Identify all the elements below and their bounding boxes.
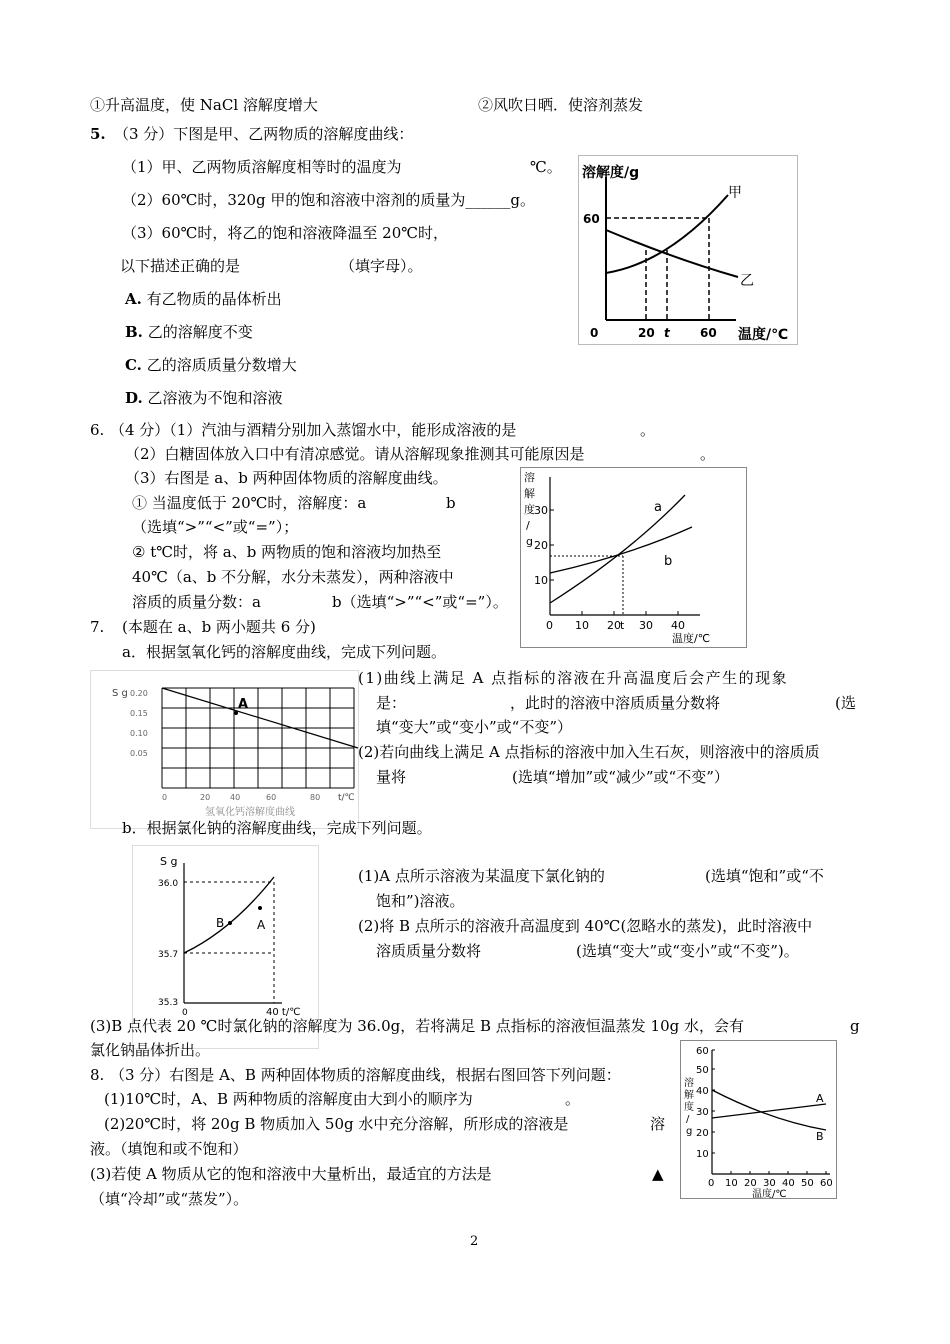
x-tick-20: 20 xyxy=(638,326,655,340)
curve-solubility xyxy=(184,877,274,953)
x-tick-0: 0 xyxy=(708,1178,715,1189)
q5-option-b: B. 乙的溶解度不变 xyxy=(125,323,253,341)
q6-part3-1-hint: （选填“>”“<”或“=”）； xyxy=(132,518,299,536)
x-tick-20: 20 xyxy=(744,1178,757,1189)
q5-option-c: C. 乙的溶质质量分数增大 xyxy=(125,356,297,374)
y-tick-30: 30 xyxy=(696,1107,709,1118)
q7b-part3-unit: g xyxy=(850,1017,860,1035)
svg-text:溶: 溶 xyxy=(524,471,535,484)
x-tick-60: 60 xyxy=(700,326,717,340)
q5-part1: （1）甲、乙两物质溶解度相等时的温度为 xyxy=(122,158,402,176)
x-tick-10: 10 xyxy=(575,619,589,632)
q6-part3-2-cont: 40℃（a、b 不分解，水分未蒸发），两种溶液中 xyxy=(132,568,454,586)
q6-part3-2-hint: b（选填“>”“<”或“=”）。 xyxy=(332,593,508,611)
x-tick-t: t xyxy=(620,619,625,632)
q5-part2: （2）60℃时，320g 甲的饱和溶液中溶剂的质量为______g。 xyxy=(122,191,536,209)
q5-solubility-chart xyxy=(578,155,798,345)
y-tick-353: 35.3 xyxy=(158,998,179,1008)
q7b-part1-line2: 饱和”)溶液。 xyxy=(376,892,465,910)
q6-part2: （2）白糖固体放入口中有清凉感觉。请从溶解现象推测其可能原因是 xyxy=(125,445,585,463)
curve-a xyxy=(712,1104,826,1118)
q5-option-a: A. 有乙物质的晶体析出 xyxy=(125,290,282,308)
x-tick-40: 40 xyxy=(782,1178,795,1189)
y-tick-50: 50 xyxy=(696,1065,709,1076)
y-tick-015: 0.15 xyxy=(130,709,148,718)
x-tick-30: 30 xyxy=(639,619,653,632)
q6-part3-1: ① 当温度低于 20℃时，溶解度：a xyxy=(132,494,367,512)
svg-text:/: / xyxy=(686,1114,690,1125)
label-jia: 甲 xyxy=(728,185,742,201)
x-tick-60: 60 xyxy=(820,1178,833,1189)
q6-part2-end: 。 xyxy=(700,445,716,463)
y-tick-10: 10 xyxy=(696,1149,709,1160)
svg-text:度: 度 xyxy=(524,503,535,516)
y-tick-010: 0.10 xyxy=(130,729,148,738)
q7a-part1-line1: (1)曲线上满足 A 点指标的溶液在升高温度后会产生的现象 xyxy=(358,669,789,687)
y-tick-360: 36.0 xyxy=(158,879,179,889)
svg-text:解: 解 xyxy=(524,487,535,500)
x-tick-20: 20 xyxy=(200,793,211,802)
q5-part3: （3）60℃时，将乙的饱和溶液降温至 20℃时， xyxy=(122,224,449,242)
x-tick-40: 40 t/℃ xyxy=(266,1007,301,1018)
q5-part3-tail: （填字母）。 xyxy=(340,257,423,275)
q7b-stem: b．根据氯化钠的溶解度曲线，完成下列问题。 xyxy=(122,819,432,837)
x-axis-label: 温度/℃ xyxy=(738,327,789,343)
curve-a xyxy=(550,495,685,603)
label-a: a xyxy=(654,500,662,515)
point-b-label: B xyxy=(216,916,225,930)
q7a-part1-line2b: ，此时的溶液中溶质质量分数将 xyxy=(510,694,721,712)
q6-part1: （4 分）（1）汽油与酒精分别加入蒸馏水中，能形成溶液的是 xyxy=(110,421,517,439)
q7a-part1-line2: 是： xyxy=(376,694,407,712)
point-a-label: A xyxy=(238,697,249,712)
y-tick-20: 20 xyxy=(534,539,548,552)
q7b-part2-line2b: (选填“变大”或“变小”或“不变”)。 xyxy=(576,942,799,960)
q5-stem: （3 分）下图是甲、乙两物质的溶解度曲线： xyxy=(114,125,414,143)
q8-part3-cont: （填“冷却”或“蒸发”）。 xyxy=(90,1190,249,1208)
label-a: A xyxy=(816,1092,824,1105)
x-tick-50: 50 xyxy=(801,1178,814,1189)
q7b-part1-line1: (1)A 点所示溶液为某温度下氯化钠的 xyxy=(358,867,605,885)
svg-text:g: g xyxy=(526,535,533,548)
x-axis-label: 温度/℃ xyxy=(672,632,711,645)
q7a-part1-line3: 填“变大”或“变小”或“不变”） xyxy=(376,718,573,736)
point-a-marker xyxy=(258,906,262,910)
q7b-part3-line2: 氯化钠晶体折出。 xyxy=(90,1041,211,1059)
x-tick-60: 60 xyxy=(266,793,277,802)
x-tick-0: 0 xyxy=(546,619,553,632)
q8-solubility-chart xyxy=(680,1040,840,1200)
label-b: b xyxy=(664,554,673,569)
q7a-part2-line1: (2)若向曲线上满足 A 点指标的溶液中加入生石灰，则溶液中的溶质质 xyxy=(358,743,820,761)
q7b-part2-line2: 溶质质量分数将 xyxy=(376,942,482,960)
point-a-label: A xyxy=(257,918,266,932)
x-tick-0: 0 xyxy=(162,793,168,802)
point-b-marker xyxy=(228,921,232,925)
page-number: 2 xyxy=(470,1234,479,1249)
q8-part2-end: 溶 xyxy=(650,1115,666,1133)
x-tick-30: 30 xyxy=(763,1178,776,1189)
q7a-calcium-hydroxide-chart xyxy=(90,670,360,830)
q5-option-d: D. 乙溶液为不饱和溶液 xyxy=(125,389,283,407)
q5-part3-prompt: 以下描述正确的是 xyxy=(120,257,241,275)
svg-text:g: g xyxy=(686,1126,693,1137)
q6-solubility-chart xyxy=(520,467,750,649)
y-tick-20: 20 xyxy=(696,1128,709,1139)
q7a-part1-line2c: (选 xyxy=(835,694,856,712)
label-yi: 乙 xyxy=(740,273,754,289)
q7-number: 7. xyxy=(90,618,105,636)
x-tick-0: 0 xyxy=(590,326,599,340)
chart-caption: 氢氧化钙溶解度曲线 xyxy=(205,807,295,818)
q6-part1-end: 。 xyxy=(640,421,656,439)
svg-text:/: / xyxy=(526,519,530,532)
q8-part1: (1)10℃时，A、B 两种物质的溶解度由大到小的顺序为 xyxy=(104,1090,473,1108)
curve-solubility xyxy=(162,688,358,748)
y-tick-005: 0.05 xyxy=(130,749,148,758)
x-tick-20: 20 xyxy=(607,619,621,632)
curve-yi xyxy=(606,230,738,277)
y-tick-10: 10 xyxy=(534,574,548,587)
q6-part3-2: ② t℃时，将 a、b 两物质的饱和溶液均加热至 xyxy=(132,543,442,561)
q7a-part2-line2b: (选填“增加”或“减少”或“不变”） xyxy=(512,768,729,786)
q8-part3-mark: ▲ xyxy=(652,1165,664,1183)
q7b-part3-line1: (3)B 点代表 20 ℃时氯化钠的溶解度为 36.0g，若将满足 B 点指标的溶液恒温蒸发 10g 水，会有 xyxy=(90,1017,744,1035)
svg-text:度: 度 xyxy=(684,1102,694,1113)
y-tick-40: 40 xyxy=(696,1086,709,1097)
q8-part2: (2)20℃时，将 20g B 物质加入 50g 水中充分溶解，所形成的溶液是 xyxy=(104,1115,569,1133)
x-tick-40: 40 xyxy=(671,619,685,632)
q8-part2-cont: 液。（填饱和或不饱和） xyxy=(90,1140,248,1158)
q7b-part2-line1: (2)将 B 点所示的溶液升高温度到 40℃(忽略水的蒸发)，此时溶液中 xyxy=(358,917,813,935)
q7b-part1-line1b: (选填“饱和”或“不 xyxy=(705,867,824,885)
q8-part1-end: 。 xyxy=(565,1090,581,1108)
option-1: ①升高温度，使 NaCl 溶解度增大 xyxy=(90,96,318,114)
svg-text:解: 解 xyxy=(684,1090,694,1101)
x-tick-80: 80 xyxy=(310,793,321,802)
y-axis-label: 溶解度/g xyxy=(582,165,640,181)
x-axis-label: t/℃ xyxy=(338,793,355,803)
q5-part1-unit: ℃。 xyxy=(530,158,562,176)
q7a-part2-line2: 量将 xyxy=(376,768,407,786)
x-tick-t: t xyxy=(664,326,670,340)
label-b: B xyxy=(816,1130,824,1143)
y-tick-30: 30 xyxy=(534,504,548,517)
x-tick-0: 0 xyxy=(182,1008,188,1018)
q6-part3-1-b: b xyxy=(446,494,456,512)
y-tick-020: 0.20 xyxy=(130,689,148,698)
x-axis-label: 温度/℃ xyxy=(752,1189,787,1200)
option-2: ②风吹日晒．使溶剂蒸发 xyxy=(478,96,644,114)
y-axis-label: S g xyxy=(160,855,178,868)
y-axis-label: S g xyxy=(112,688,128,699)
q6-part3-2-frac: 溶质的质量分数：a xyxy=(132,593,261,611)
svg-text:溶: 溶 xyxy=(684,1078,694,1089)
q6-part3: （3）右图是 a、b 两种固体物质的溶解度曲线。 xyxy=(125,469,448,487)
y-tick-60: 60 xyxy=(583,212,600,226)
q8-stem: （3 分）右图是 A、B 两种固体物质的溶解度曲线，根据右图回答下列问题： xyxy=(110,1066,621,1084)
q8-number: 8. xyxy=(90,1066,105,1084)
curve-b xyxy=(712,1090,826,1130)
x-tick-40: 40 xyxy=(230,793,241,802)
q5-number: 5. xyxy=(90,125,106,143)
x-tick-10: 10 xyxy=(725,1178,738,1189)
y-tick-60: 60 xyxy=(696,1046,709,1057)
y-axis-label xyxy=(684,1076,694,1137)
q6-number: 6. xyxy=(90,421,105,439)
q8-part3: (3)若使 A 物质从它的饱和溶液中大量析出，最适宜的方法是 xyxy=(90,1165,492,1183)
q7-stem: (本题在 a、b 两小题共 6 分) xyxy=(122,618,316,636)
q7a-stem: a．根据氢氧化钙的溶解度曲线，完成下列问题。 xyxy=(122,643,446,661)
y-tick-357: 35.7 xyxy=(158,950,179,960)
